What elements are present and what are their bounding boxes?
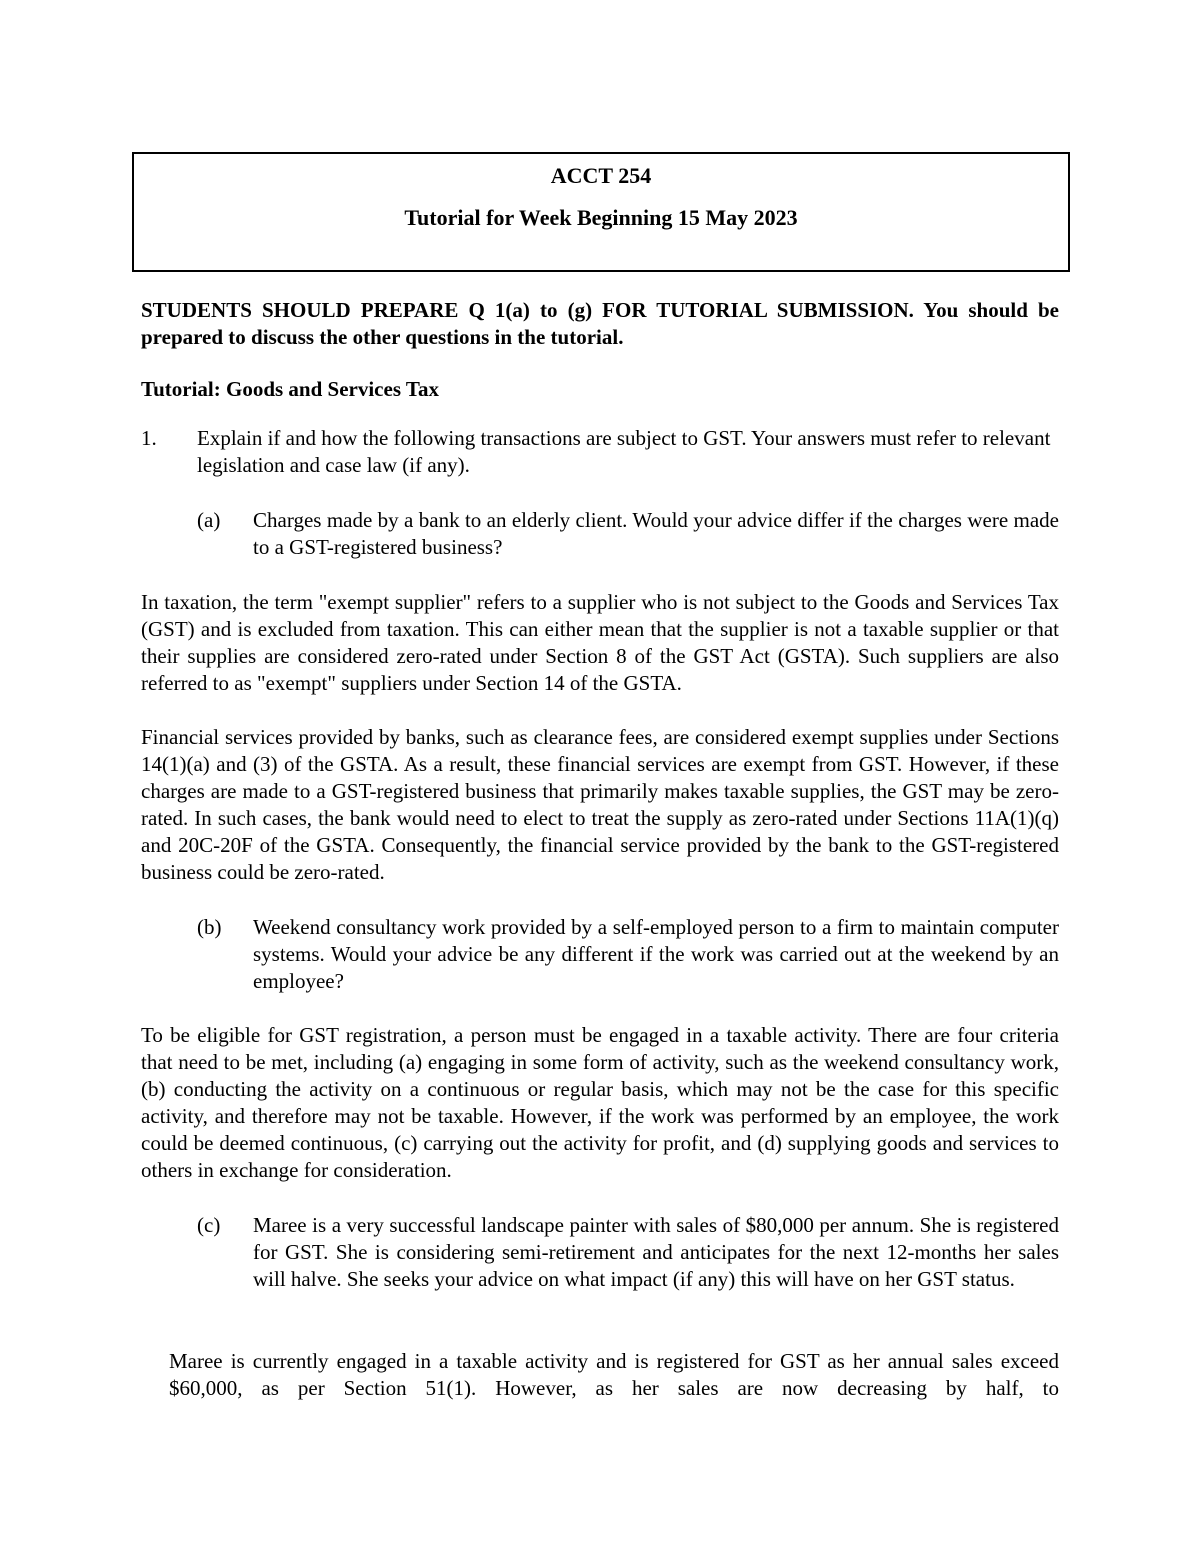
instructions: STUDENTS SHOULD PREPARE Q 1(a) to (g) FOR TUTORIAL SUBMISSION. You should be prepared to discuss the other questions in the tutorial. <box>141 298 1059 349</box>
part-b-answer: To be eligible for GST registration, a person must be engaged in a taxable activity. There are four criteria that need to be met, including (a) engaging in some form of activity, such as the weekend consultancy work, (b) conducting the activity on a continuous or regular basis, which may not be the case for this specific activity, and therefore may not be taxable. However, if the work was performed by an employee, the work could be deemed continuous, (c) carrying out the activity for profit, and (d) supplying goods and services to others in exchange for consideration. <box>141 1023 1059 1182</box>
part-b-question <box>197 914 1059 995</box>
part-c-label: (c) <box>197 1213 221 1237</box>
part-a-label: (a) <box>197 508 221 532</box>
question-1-text: Explain if and how the following transactions are subject to GST. Your answers must refer to relevant legislation and case law (if any). <box>197 426 1051 477</box>
title-box <box>132 152 1070 272</box>
question-1 <box>141 425 1059 479</box>
question-1-number: 1. <box>141 426 157 450</box>
part-a-question <box>197 507 1059 561</box>
part-b-question-text: Weekend consultancy work provided by a self-employed person to a firm to maintain computer systems. Would your advice be any different if the work was carried out at the weekend by an employee? <box>253 915 1059 993</box>
section-heading: Tutorial: Goods and Services Tax <box>141 377 439 401</box>
part-a-answer-paragraph-1: In taxation, the term "exempt supplier" refers to a supplier who is not subject to the Goods and Services Tax (GST) and is excluded from taxation. This can either mean that the supplier is not a taxable supplier or that their supplies are considered zero-rated under Section 8 of the GST Act (GSTA). Such suppliers are also referred to as "exempt" suppliers under Section 14 of the GSTA. <box>141 590 1059 695</box>
part-c-question <box>197 1212 1059 1293</box>
part-a-question-text: Charges made by a bank to an elderly client. Would your advice differ if the charges were made to a GST-registered business? <box>253 508 1059 559</box>
part-a-answer-paragraph-2: Financial services provided by banks, such as clearance fees, are considered exempt supplies under Sections 14(1)(a) and (3) of the GSTA. As a result, these financial services are exempt from GST. However, if these charges are made to a GST-registered business that primarily makes taxable supplies, the GST may be zero-rated. In such cases, the bank would need to elect to treat the supply as zero-rated under Sections 11A(1)(q) and 20C-20F of the GSTA. Consequently, the financial service provided by the bank to the GST-registered business could be zero-rated. <box>141 725 1059 884</box>
tutorial-title: Tutorial for Week Beginning 15 May 2023 <box>404 205 798 230</box>
course-code: ACCT 254 <box>550 163 652 188</box>
part-c-question-text: Maree is a very successful landscape painter with sales of $80,000 per annum. She is registered for GST. She is considering semi-retirement and anticipates for the next 12-months her sales will halve. She seeks your advice on what impact (if any) this will have on her GST status. <box>253 1213 1059 1291</box>
part-b-label: (b) <box>197 915 222 939</box>
part-c-answer: Maree is currently engaged in a taxable activity and is registered for GST as her annual sales exceed $60,000, as per Section 51(1). However, as her sales are now decreasing by half, to <box>169 1349 1059 1400</box>
